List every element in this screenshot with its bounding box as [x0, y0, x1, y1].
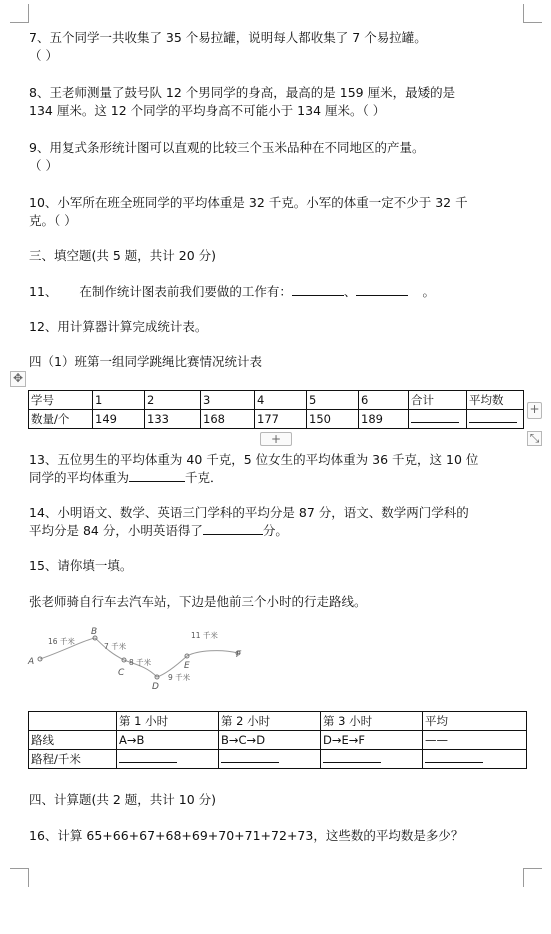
add-column-button[interactable]: + — [527, 402, 542, 419]
answer-blank[interactable] — [356, 283, 408, 296]
table-cell[interactable]: 数量/个 — [29, 410, 93, 429]
table-row — [29, 391, 524, 410]
corner-mark-bottom-right — [523, 868, 542, 887]
table-cell[interactable]: A→B — [117, 731, 219, 750]
table-header-cell[interactable]: 第 3 小时 — [321, 712, 423, 731]
table-header-cell[interactable]: 3 — [201, 391, 255, 410]
question-9-answer: （ ） — [29, 158, 58, 173]
corner-mark-bottom-left — [10, 868, 29, 887]
table-header-cell[interactable]: 第 1 小时 — [117, 712, 219, 731]
question-15: 15、请你填一填。 — [29, 558, 133, 573]
table-answer-cell[interactable] — [219, 750, 321, 769]
route-distance-de: 9 千米 — [168, 673, 191, 682]
answer-blank[interactable] — [221, 750, 279, 763]
answer-blank[interactable] — [292, 283, 344, 296]
table-cell[interactable]: 133 — [145, 410, 201, 429]
table-header-cell[interactable]: 4 — [255, 391, 307, 410]
table-resize-handle[interactable]: ⤡ — [527, 431, 542, 446]
table-header-cell[interactable]: 学号 — [29, 391, 93, 410]
question-11-text: 在制作统计图表前我们要做的工作有： — [79, 284, 292, 299]
table-header-cell[interactable]: 1 — [93, 391, 145, 410]
table-cell[interactable]: —— — [423, 731, 527, 750]
table-cell[interactable]: 177 — [255, 410, 307, 429]
table-cell[interactable]: 路程/千米 — [29, 750, 117, 769]
question-13-text: 同学的平均体重为 — [29, 470, 130, 485]
table-row — [29, 410, 524, 429]
section-3-heading: 三、填空题(共 5 题，共计 20 分) — [29, 248, 217, 263]
route-label-c: C — [118, 668, 125, 678]
question-11-number: 11、 — [29, 284, 58, 299]
table-header-cell[interactable] — [29, 712, 117, 731]
question-13-line2 — [29, 468, 529, 488]
route-distance-ab: 16 千米 — [48, 637, 75, 646]
question-8-line2: 134 厘米。这 12 个同学的平均身高不可能小于 134 厘米。（ ） — [29, 103, 386, 118]
table-answer-cell[interactable] — [117, 750, 219, 769]
separator: 、 — [343, 284, 357, 299]
table-header-cell[interactable]: 2 — [145, 391, 201, 410]
question-14-line2 — [29, 521, 529, 541]
question-16: 16、计算 65+66+67+68+69+70+71+72+73，这些数的平均数是多少？ — [29, 828, 464, 843]
answer-blank[interactable] — [425, 750, 483, 763]
table-cell[interactable]: 149 — [93, 410, 145, 429]
question-14-unit: 分。 — [262, 523, 288, 538]
table-answer-cell-average[interactable] — [467, 410, 524, 429]
section-4-heading: 四、计算题(共 2 题，共计 10 分) — [29, 792, 217, 807]
table-answer-cell[interactable] — [423, 750, 527, 769]
table-cell[interactable]: 路线 — [29, 731, 117, 750]
table-cell[interactable]: 150 — [307, 410, 359, 429]
table-answer-cell[interactable] — [321, 750, 423, 769]
table-row — [29, 750, 527, 769]
table-header-cell[interactable]: 合计 — [409, 391, 467, 410]
answer-blank[interactable] — [119, 750, 177, 763]
question-14-line1: 14、小明语文、数学、英语三门学科的平均分是 87 分，语文、数学两门学科的 — [29, 505, 469, 520]
question-14-text: 平均分是 84 分，小明英语得了 — [29, 523, 203, 538]
table-header-cell[interactable]: 平均 — [423, 712, 527, 731]
route-diagram — [26, 622, 256, 694]
question-10-line1: 10、小军所在班全班同学的平均体重是 32 千克。小军的体重一定不少于 32 千 — [29, 195, 468, 210]
table-cell[interactable]: 189 — [359, 410, 409, 429]
route-distance-cd: 8 千米 — [129, 658, 152, 667]
table-answer-cell-total[interactable] — [409, 410, 467, 429]
table-move-handle[interactable]: ✥ — [10, 371, 26, 387]
route-table — [28, 711, 527, 769]
route-distance-ef: 11 千米 — [191, 631, 218, 640]
table-cell[interactable]: B→C→D — [219, 731, 321, 750]
question-10-line2: 克。（ ） — [29, 213, 77, 228]
table-cell[interactable]: D→E→F — [321, 731, 423, 750]
table-row — [29, 731, 527, 750]
question-13-unit: 千克． — [185, 470, 223, 485]
question-15-description: 张老师骑自行车去汽车站，下边是他前三个小时的行走路线。 — [29, 594, 367, 609]
corner-mark-top-right — [523, 4, 542, 23]
table-row — [29, 712, 527, 731]
question-8-line1: 8、王老师测量了鼓号队 12 个男同学的身高，最高的是 159 厘米，最矮的是 — [29, 85, 456, 100]
add-row-button[interactable]: + — [260, 432, 292, 446]
answer-blank[interactable] — [323, 750, 381, 763]
question-7-answer: （ ） — [29, 48, 58, 63]
answer-blank[interactable] — [469, 410, 517, 423]
route-label-d: D — [152, 682, 159, 692]
table-header-cell[interactable]: 第 2 小时 — [219, 712, 321, 731]
route-label-b: B — [91, 627, 98, 637]
answer-blank[interactable] — [203, 522, 263, 535]
route-label-f: F — [236, 650, 242, 660]
corner-mark-top-left — [10, 4, 29, 23]
table-header-cell[interactable]: 5 — [307, 391, 359, 410]
question-9-line1: 9、用复式条形统计图可以直观的比较三个玉米品种在不同地区的产量。 — [29, 140, 425, 155]
table-cell[interactable]: 168 — [201, 410, 255, 429]
answer-blank[interactable] — [411, 410, 459, 423]
route-label-e: E — [184, 661, 190, 671]
question-11 — [29, 282, 529, 302]
route-distance-bc: 7 千米 — [104, 642, 127, 651]
table-1-title: 四（1）班第一组同学跳绳比赛情况统计表 — [29, 354, 262, 369]
table-header-cell[interactable]: 6 — [359, 391, 409, 410]
answer-blank[interactable] — [129, 469, 185, 482]
table-header-cell[interactable]: 平均数 — [467, 391, 524, 410]
question-13-line1: 13、五位男生的平均体重为 40 千克，5 位女生的平均体重为 36 千克，这 10 位 — [29, 452, 479, 467]
jump-rope-stats-table — [28, 390, 524, 429]
question-7-line1: 7、五个同学一共收集了 35 个易拉罐，说明每人都收集了 7 个易拉罐。 — [29, 30, 427, 45]
route-label-a: A — [28, 657, 35, 667]
question-11-end: 。 — [422, 284, 435, 299]
question-12: 12、用计算器计算完成统计表。 — [29, 319, 208, 334]
